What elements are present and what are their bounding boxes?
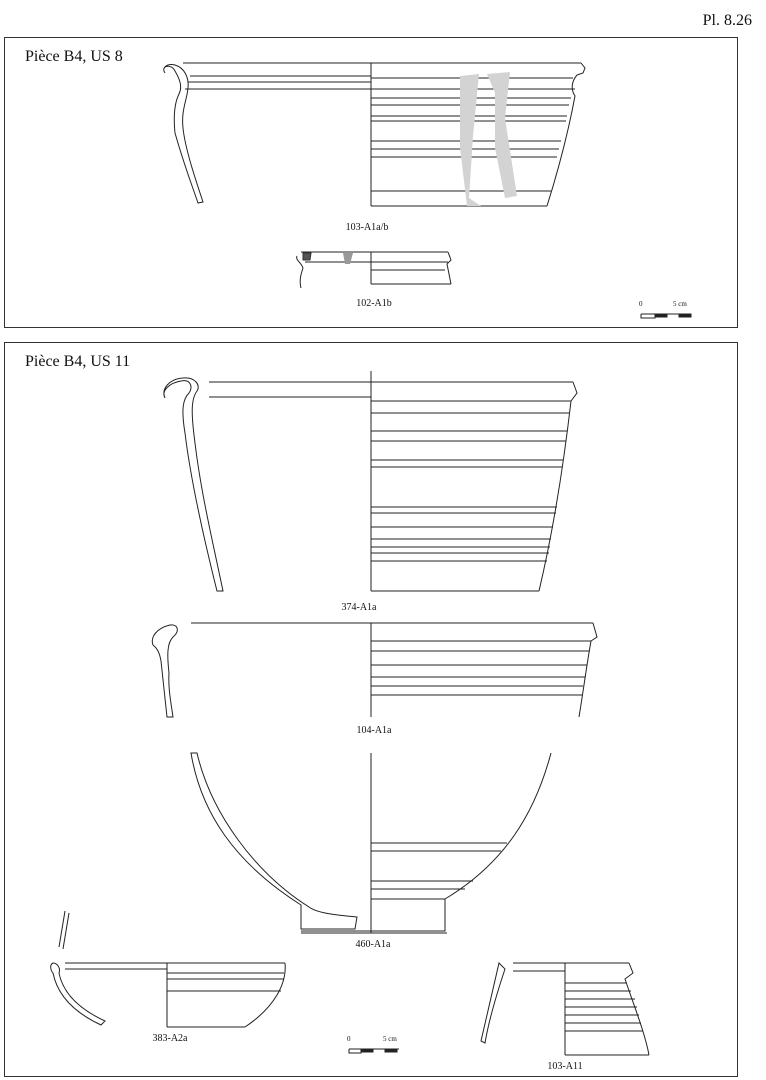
- vessel-460-A1a: [191, 753, 551, 933]
- vessel-102-A1b: [297, 252, 451, 288]
- item-label: 103-A11: [547, 1061, 583, 1072]
- panel-title: Pièce B4, US 8: [25, 48, 123, 65]
- panel-us8: [4, 37, 738, 328]
- item-label: 102-A1b: [356, 298, 392, 309]
- item-label: 374-A1a: [341, 602, 377, 613]
- item-label: 383-A2a: [152, 1033, 188, 1044]
- panel-us11: [4, 342, 738, 1077]
- vessel-104-A1a: [152, 623, 597, 717]
- vessel-103-A1a-b: [164, 63, 585, 206]
- scale-bar: [349, 1049, 399, 1053]
- scale-length: 5 cm: [673, 300, 687, 308]
- pottery-drawings-us11: [5, 343, 739, 1078]
- scale-zero: 0: [639, 300, 643, 308]
- vessel-383-A2a: [51, 911, 286, 1027]
- pottery-drawings-us8: [5, 38, 739, 329]
- panel-title: Pièce B4, US 11: [25, 353, 131, 370]
- item-label: 460-A1a: [355, 939, 391, 950]
- vessel-374-A1a: [164, 371, 577, 591]
- item-label: 104-A1a: [356, 725, 392, 736]
- scale-length: 5 cm: [383, 1035, 397, 1043]
- vessel-103-A11: [481, 963, 649, 1055]
- plate-number: Pl. 8.26: [702, 12, 752, 29]
- item-label: 103-A1a/b: [345, 222, 389, 233]
- scale-zero: 0: [347, 1035, 351, 1043]
- scale-bar: [641, 314, 691, 318]
